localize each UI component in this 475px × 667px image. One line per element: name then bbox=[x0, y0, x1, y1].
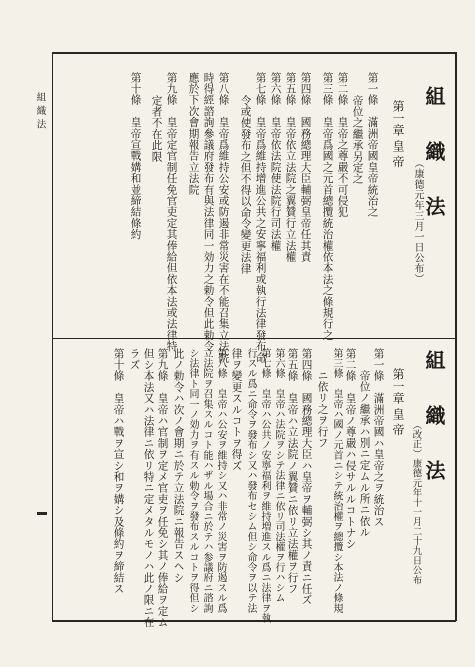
lower-article-10: 第十條 皇帝ハ戰ヲ宣シ和ヲ媾シ及條約ヲ締結ス bbox=[112, 348, 125, 595]
lower-article-7: 第七條 皇帝ハ公共ノ安寧福利ヲ維持増進スル爲ニ法律ヲ執 bbox=[259, 348, 270, 624]
lower-article-8: 第八條 皇帝ハ公安ヲ維持シ又ハ非常ノ災害ヲ防遏スル爲 bbox=[215, 348, 226, 614]
upper-article-4: 第四條 國務總理大臣輔弼皇帝任其責 bbox=[299, 72, 312, 263]
upper-article-10: 第十條 皇帝宣戰媾和並締結條約 bbox=[129, 72, 142, 240]
lower-article-2: 第二條 皇帝ノ尊嚴ハ侵サルルコトナシ bbox=[344, 348, 357, 550]
upper-article-8-cont-2: 應於下次會期報告立法院 bbox=[187, 72, 200, 196]
lower-article-7-cont-2: 律ヲ變更スルコトヲ得ズ bbox=[230, 348, 243, 472]
margin-mark bbox=[37, 512, 47, 515]
upper-article-9-cont: 定者不在此限 bbox=[150, 95, 163, 163]
upper-article-7: 第七條 皇帝爲維持增進公共之安寧福利或執行法律發布命 bbox=[254, 72, 267, 364]
lower-title: 組 織 法 bbox=[422, 350, 446, 494]
lower-article-9-cont-1: 但シ本法又ハ法律ニ依リ特ニ定メタルモノハ此ノ限ニ在 bbox=[142, 348, 155, 628]
frame-right-rule bbox=[455, 52, 457, 621]
section-divider bbox=[52, 338, 456, 339]
upper-title: 組 織 法 bbox=[422, 86, 446, 230]
upper-article-2: 第二條 皇帝之尊嚴不可侵犯 bbox=[336, 72, 349, 218]
lower-article-3: 第三條 皇帝ハ國ノ元首ニシテ統治權ヲ總攬シ本法ノ條規 bbox=[331, 348, 342, 614]
upper-chapter-heading: 第一章 皇 帝 bbox=[391, 100, 405, 168]
lower-article-1-cont: 帝位ノ繼承ハ別ニ定ムル所ニ依ル bbox=[358, 370, 371, 538]
lower-article-5: 第五條 皇帝ハ立法院ノ翼贊ニ依リ立法權ヲ行フ bbox=[286, 348, 299, 595]
upper-article-9: 第九條 皇帝定官制任免官吏定其俸給但依本法或法律特 bbox=[165, 72, 178, 352]
lower-article-6: 第六條 皇帝ハ法院ヲシテ法律ニ依リ司法權ヲ行ハシム bbox=[273, 348, 284, 603]
upper-article-3: 第三條 皇帝爲國之元首總攬統治權依本法之條規行之 bbox=[321, 72, 334, 341]
lower-article-4: 第四條 國務總理大臣ハ皇帝ヲ輔弼シ其ノ責ニ任ズ bbox=[300, 348, 313, 606]
lower-article-8-cont-2: シ法律ト同一ノ効力ヲ有スル勅令ヲ發布スルコトヲ得但シ bbox=[187, 348, 198, 614]
lower-article-8-cont-3: 此ノ勅令ハ次ノ會期ニ於テ立法院ニ報告スヘシ bbox=[172, 348, 185, 584]
lower-article-1: 第一條 滿洲帝國ハ皇帝之ヲ統治ス bbox=[372, 348, 385, 528]
upper-article-8-cont-1: 時得經諮詢參議府發布有與法律同一効力之勅令但此勅令 bbox=[202, 72, 215, 352]
frame-left-rule bbox=[52, 52, 53, 621]
lower-chapter-heading: 第一章 皇 帝 bbox=[391, 368, 405, 436]
lower-title-note: （改正）康德元年十一月二十九日公布 bbox=[410, 420, 422, 585]
upper-article-7-cont: 令或使發布之但不得以命令變更法律 bbox=[239, 95, 252, 275]
lower-article-8-cont-1: 立法院ヲ召集スルコト能ハザル場合ニ於テハ参議府ニ諮詢 bbox=[201, 348, 212, 614]
lower-article-9: 第九條 皇帝ハ官制ヲ定メ官吏ヲ任免シ其ノ俸給ヲ定ム bbox=[156, 348, 169, 628]
lower-article-7-cont-1: 行スル爲ニ命令ヲ發布シ又ハ發布セシム但シ命令ヲ以テ法 bbox=[245, 348, 256, 614]
frame-bottom-rule bbox=[52, 620, 456, 622]
lower-article-9-cont-2: ラズ bbox=[128, 348, 141, 371]
lower-article-3-cont: ニ依リ之ヲ行フ bbox=[316, 370, 329, 449]
frame-top-rule bbox=[52, 52, 456, 54]
upper-title-note: （康德元年三月一日公布） bbox=[412, 158, 423, 284]
upper-article-1: 第一條 滿洲帝國皇帝統治之 bbox=[366, 72, 379, 218]
upper-article-5: 第五條 皇帝依立法院之翼贊行立法權 bbox=[284, 72, 297, 263]
upper-article-1-cont: 帝位之繼承另定之 bbox=[351, 95, 364, 185]
upper-article-6: 第六條 皇帝依法院使法院行司法權 bbox=[269, 72, 282, 252]
upper-article-8: 第八條 皇帝爲維持公安或防遏非常災害在不能召集立法院 bbox=[217, 72, 230, 364]
margin-title: 組織法 bbox=[34, 92, 46, 133]
